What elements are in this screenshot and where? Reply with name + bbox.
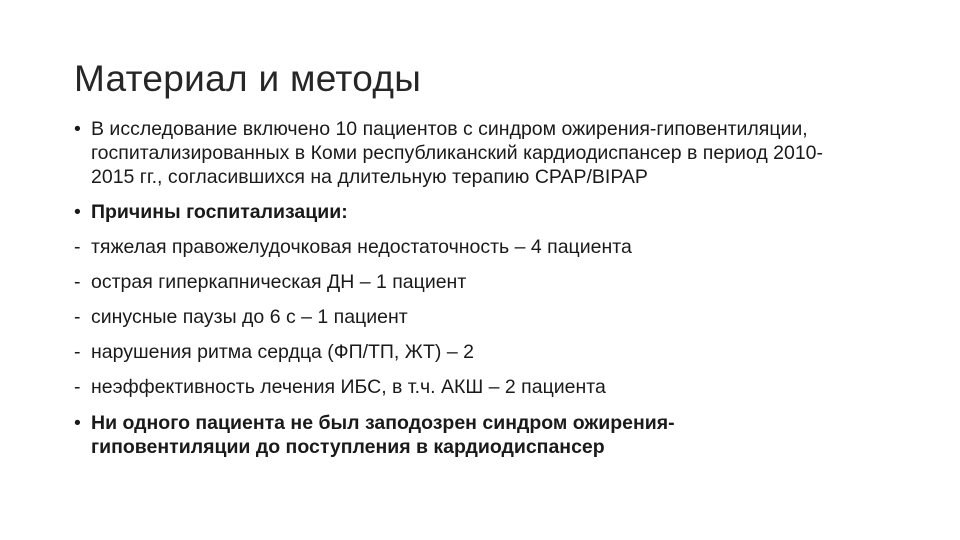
list-item: [74, 117, 836, 189]
dash-marker: -: [74, 375, 81, 398]
list-item-text: нарушения ритма сердца (ФП/ТП, ЖТ) – 2: [91, 340, 474, 363]
list-item: [74, 411, 811, 459]
list-item: [74, 376, 874, 400]
bullet-marker: •: [74, 411, 81, 434]
slide-title: Материал и методы: [74, 58, 422, 99]
list-item-text: Ни одного пациента не был заподозрен синдром ожирения-гиповентиляции до поступления в кардиодиспансер: [91, 411, 675, 458]
dash-marker: -: [74, 235, 81, 258]
dash-marker: -: [74, 305, 81, 328]
list-item: [74, 341, 874, 365]
list-item-text: Причины госпитализации:: [91, 200, 348, 223]
dash-marker: -: [74, 270, 81, 293]
list-item-text: синусные паузы до 6 с – 1 пациент: [91, 305, 408, 328]
list-item-text: острая гиперкапническая ДН – 1 пациент: [91, 270, 467, 293]
bullet-marker: •: [74, 200, 81, 223]
list-item: [74, 201, 874, 225]
list-item-text: В исследование включено 10 пациентов с синдром ожирения-гиповентиляции, госпитализированных в Коми республиканский кардиодиспансер в период 2010-2015 гг., согласившихся на длительную терапию CPAP/BIPAP: [91, 118, 824, 188]
bullet-marker: •: [74, 118, 81, 140]
list-item-text: тяжелая правожелудочковая недостаточность – 4 пациента: [91, 235, 632, 258]
list-item: [74, 306, 874, 330]
list-item: [74, 271, 874, 295]
list-item-text: неэффективность лечения ИБС, в т.ч. АКШ – 2 пациента: [91, 375, 606, 398]
slide-content: [74, 117, 874, 470]
dash-marker: -: [74, 340, 81, 363]
list-item: [74, 236, 874, 260]
